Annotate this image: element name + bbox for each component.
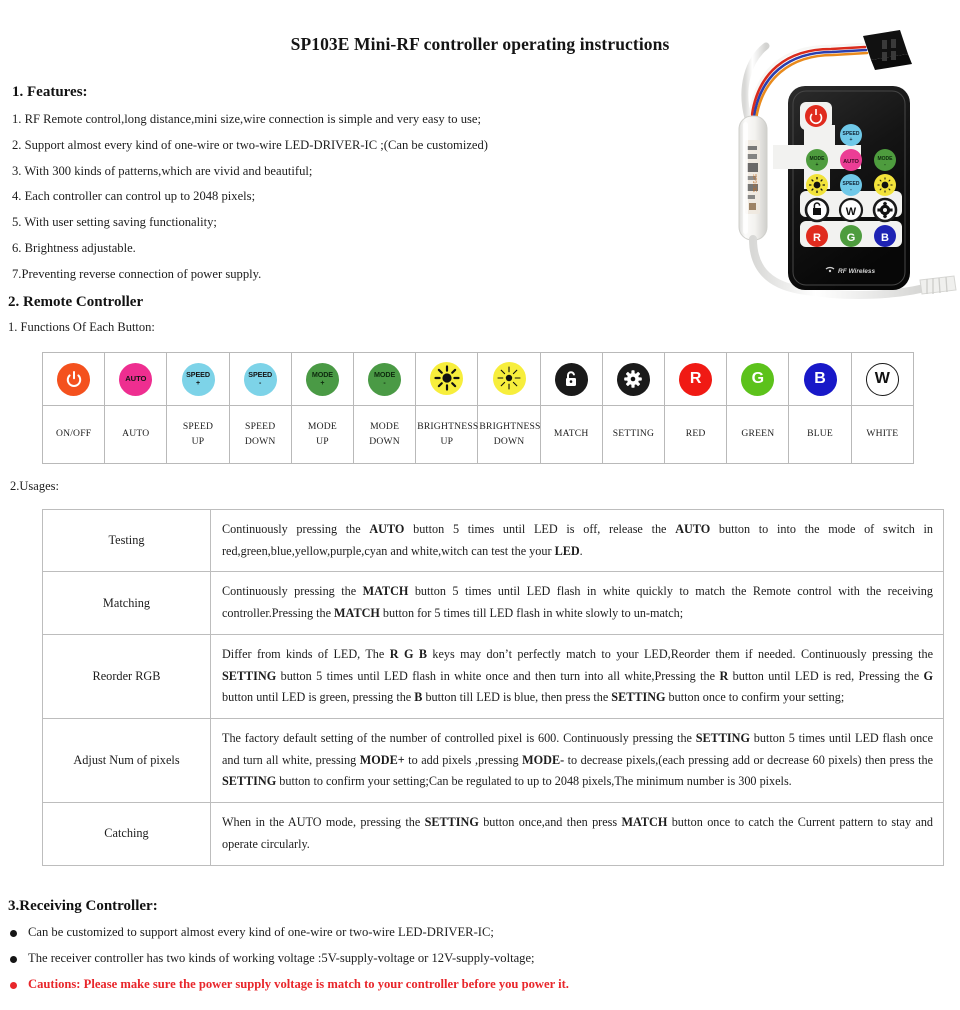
svg-text:W: W — [845, 206, 857, 218]
usage-row — [43, 719, 944, 803]
usage-text: Differ from kinds of LED, The — [222, 646, 390, 661]
usage-name-matching: Matching — [43, 572, 211, 634]
button-label-line1: SPEED — [245, 420, 276, 432]
icon-glyph-letter: B — [814, 370, 826, 387]
button-cell-onoff — [43, 353, 105, 406]
page-title: SP103E Mini-RF controller operating instructions — [290, 34, 670, 54]
button-label-line1: SETTING — [612, 428, 655, 440]
usage-description — [211, 719, 944, 803]
button-label-line1: MATCH — [553, 428, 589, 440]
usages-table — [42, 509, 944, 866]
button-label-speed — [229, 406, 291, 464]
feature-item-6: 6. Brightness adjustable. — [12, 241, 136, 256]
svg-text:SPEED: SPEED — [842, 181, 860, 187]
button-cell-brightness-up — [416, 353, 478, 406]
setting-gear-icon[interactable] — [617, 363, 650, 396]
usage-text: button until LED is green, pressing the — [222, 690, 415, 705]
feature-item-4: 4. Each controller can control up to 2048 pixels; — [12, 189, 256, 204]
usage-text: to decrease pixels,(each pressing add or decrease 60 pixels) then press the — [564, 752, 934, 767]
usage-description — [211, 634, 944, 718]
svg-text:B: B — [881, 232, 889, 244]
usage-text: button until LED is red, Pressing the — [728, 668, 924, 683]
speed-down-icon[interactable] — [244, 363, 277, 396]
button-label-line1: WHITE — [866, 428, 899, 440]
svg-text:-: - — [884, 162, 886, 168]
receiving-bullet-item — [8, 952, 708, 965]
icon-glyph-sign: - — [259, 379, 262, 387]
usage-text: Continuously pressing the — [222, 522, 370, 536]
usage-text: button to confirm your setting;Can be regulated to up to 2048 pixels,The minimum number is 300 pixels. — [276, 774, 792, 789]
button-label-line1: RED — [685, 428, 706, 440]
receiving-bullet-item — [8, 926, 708, 939]
icon-glyph-letter: G — [751, 370, 765, 387]
svg-text:SP103E: SP103E — [751, 174, 757, 193]
usage-name-catching: Catching — [43, 803, 211, 865]
usage-row — [43, 803, 944, 865]
usage-name-reorder-rgb: Reorder RGB — [43, 634, 211, 718]
button-label-brightness — [478, 406, 540, 464]
usage-text: button to into the mode of switch in red,green,blue,yellow,purple,cyan and white,witch can test the your — [222, 522, 933, 558]
product-photo-illustration — [722, 18, 960, 310]
red-icon[interactable] — [679, 363, 712, 396]
usage-keyword: MATCH — [362, 584, 409, 599]
svg-text:SPEED: SPEED — [842, 131, 860, 137]
icon-glyph-label: SPEED — [186, 370, 210, 380]
button-label-line1: AUTO — [122, 428, 150, 440]
button-cell-white — [851, 353, 913, 406]
feature-item-3: 3. With 300 kinds of patterns,which are vivid and beautiful; — [12, 163, 313, 178]
button-cell-green — [727, 353, 789, 406]
usage-text: button once,and then press — [478, 815, 622, 830]
feature-item-5: 5. With user setting saving functionality; — [12, 215, 217, 230]
button-label-line1: SPEED — [182, 420, 214, 432]
receiving-item-text: Can be customized to support almost every kind of one-wire or two-wire LED-DRIVER-IC; — [28, 925, 494, 939]
usage-text: button 5 times until LED is off, release the — [404, 522, 676, 536]
button-label-line2: UP — [316, 435, 329, 447]
green-icon[interactable] — [741, 363, 774, 396]
usage-keyword: MATCH — [334, 606, 380, 621]
usage-keyword: G — [923, 668, 933, 683]
usage-keyword: R G B — [389, 646, 427, 661]
usage-text: button once to catch the Current pattern to stay and operate circularly. — [222, 815, 934, 851]
auto-icon[interactable] — [119, 363, 152, 396]
icon-glyph-label: SPEED — [248, 370, 273, 380]
icon-glyph-sign: + — [320, 379, 325, 387]
features-heading: 1. Features: — [12, 84, 88, 100]
receiving-item-text: Cautions: Please make sure the power supply voltage is match to your controller before you power it. — [28, 977, 569, 992]
button-label-line1: ON/OFF — [55, 428, 92, 440]
feature-item-2: 2. Support almost every kind of one-wire or two-wire LED-DRIVER-IC ;(Can be customized) — [12, 137, 488, 152]
usage-text: button for 5 times till LED flash in white slowly to un-match; — [379, 606, 684, 621]
svg-text:MODE: MODE — [809, 156, 825, 162]
usage-keyword: AUTO — [675, 522, 711, 536]
usage-description — [211, 510, 944, 572]
functions-subheading: 1. Functions Of Each Button: — [8, 320, 155, 334]
icon-glyph-label: MODE — [374, 370, 396, 380]
feature-item-7: 7.Preventing reverse connection of power supply. — [12, 266, 262, 281]
button-label-row — [43, 406, 914, 464]
icon-glyph-letter: W — [874, 370, 890, 387]
usage-row — [43, 572, 944, 634]
button-label-auto — [105, 406, 167, 464]
button-label-onoff — [43, 406, 105, 464]
button-icon-row — [43, 353, 914, 406]
usage-row — [43, 634, 944, 718]
button-label-speed — [167, 406, 229, 464]
button-cell-speed-up — [167, 353, 229, 406]
button-cell-match — [540, 353, 602, 406]
dc-jack-icon — [920, 276, 956, 294]
usage-text: . — [579, 543, 583, 558]
mode-up-icon[interactable] — [306, 363, 339, 396]
button-cell-red — [665, 353, 727, 406]
icon-glyph-sign: - — [383, 379, 386, 387]
button-cell-setting — [602, 353, 664, 406]
usage-keyword: SETTING — [222, 774, 277, 789]
usage-keyword: MODE+ — [359, 752, 405, 767]
receiving-controller-heading: 3.Receiving Controller: — [8, 898, 158, 914]
receiving-caution-item — [8, 978, 708, 991]
brightness-up-icon[interactable] — [430, 362, 463, 395]
usage-keyword: AUTO — [369, 522, 405, 536]
button-functions-table — [42, 352, 914, 464]
button-label-line1: MODE — [370, 420, 400, 432]
usage-text: button 5 times until LED flash in white quickly to match the Remote control with the receiving controller.Pressing the — [222, 584, 933, 621]
svg-text:MODE: MODE — [877, 156, 893, 162]
mode-down-icon[interactable] — [368, 363, 401, 396]
receiving-item-text: The receiver controller has two kinds of working voltage :5V-supply-voltage or 12V-supply-voltage; — [28, 951, 535, 966]
blue-icon[interactable] — [804, 363, 837, 396]
usage-text: Continuously pressing the — [222, 584, 363, 599]
button-cell-brightness-down — [478, 353, 540, 406]
button-label-line2: UP — [440, 435, 454, 447]
receiving-controller-section — [8, 898, 708, 1005]
remote-controller-section — [8, 294, 508, 335]
button-label-blue — [789, 406, 851, 464]
speed-up-icon[interactable] — [182, 363, 215, 396]
usage-text: When in the AUTO mode, pressing the — [222, 815, 425, 830]
usage-keyword: SETTING — [695, 731, 750, 746]
usage-text: button till LED is blue, then press the — [422, 690, 612, 705]
button-label-brightness — [416, 406, 478, 464]
button-label-line1: GREEN — [741, 428, 775, 440]
button-label-setting — [602, 406, 664, 464]
button-cell-speed-down — [229, 353, 291, 406]
bullet-dot-icon — [10, 930, 17, 937]
icon-glyph-label: AUTO — [125, 374, 147, 384]
button-label-line2: DOWN — [244, 435, 276, 447]
icon-glyph-letter: R — [689, 370, 702, 387]
usage-keyword: R — [719, 668, 729, 683]
button-label-line2: UP — [191, 435, 205, 447]
match-lock-icon[interactable] — [555, 363, 588, 396]
usages-heading: 2.Usages: — [10, 479, 59, 493]
usage-text: button 5 times until LED flash once and turn all white, pressing — [222, 731, 933, 767]
svg-text:RF Wireless: RF Wireless — [838, 268, 876, 275]
button-label-mode — [291, 406, 353, 464]
feature-item-1: 1. RF Remote control,long distance,mini size,wire connection is simple and very easy to use; — [12, 112, 482, 126]
usage-description — [211, 803, 944, 865]
product-photo — [722, 18, 960, 310]
button-label-line1: BRIGHTNESS — [479, 420, 541, 432]
icon-glyph-label: MODE — [311, 370, 333, 380]
remote-controller-heading: 2. Remote Controller — [8, 294, 144, 310]
usage-keyword: SETTING — [424, 815, 479, 830]
button-cell-blue — [789, 353, 851, 406]
usage-keyword: B — [414, 690, 423, 705]
usage-keyword: MATCH — [621, 815, 668, 830]
white-icon[interactable] — [866, 363, 899, 396]
features-section — [12, 84, 712, 294]
button-label-line1: MODE — [307, 420, 337, 432]
controller-module — [739, 116, 767, 240]
svg-text:+: + — [815, 162, 819, 168]
usage-row — [43, 510, 944, 572]
button-label-line1: BLUE — [807, 428, 833, 440]
bullet-dot-icon — [10, 982, 17, 989]
button-cell-auto — [105, 353, 167, 406]
jst-connector-icon — [863, 30, 912, 70]
button-label-line1: BRIGHTNESS — [417, 420, 479, 432]
bullet-dot-icon — [10, 956, 17, 963]
button-label-line2: DOWN — [369, 435, 400, 447]
svg-text:G: G — [846, 232, 856, 244]
usage-description — [211, 572, 944, 634]
usage-text: button once to confirm your setting; — [665, 690, 845, 705]
svg-text:R: R — [813, 232, 821, 244]
usage-text: button 5 times until LED flash in white once and then turn into all white,Pressing the — [276, 668, 720, 683]
icon-glyph-sign: + — [195, 379, 201, 387]
usage-name-testing: Testing — [43, 510, 211, 572]
usage-keyword: SETTING — [222, 668, 277, 683]
usage-keyword: SETTING — [611, 690, 666, 705]
button-label-red — [665, 406, 727, 464]
usage-keyword: MODE- — [522, 752, 565, 767]
button-label-green — [727, 406, 789, 464]
button-label-line2: DOWN — [493, 435, 525, 447]
usage-name-adjust-num-of-pixels: Adjust Num of pixels — [43, 719, 211, 803]
usage-text: keys may don’t perfectly match to your LED,Reorder them if needed. Continuously pressing the — [426, 646, 933, 661]
button-label-match — [540, 406, 602, 464]
svg-text:AUTO: AUTO — [843, 159, 859, 165]
usage-text: to add pixels ,pressing — [404, 752, 523, 767]
svg-text:+: + — [849, 137, 853, 143]
power-icon[interactable] — [57, 363, 90, 396]
button-label-white — [851, 406, 913, 464]
svg-text:-: - — [850, 187, 852, 193]
button-label-mode — [354, 406, 416, 464]
button-cell-mode-down — [354, 353, 416, 406]
usage-text: The factory default setting of the number of controlled pixel is 600. Continuously pressing the — [222, 731, 696, 746]
usage-keyword: LED — [554, 543, 580, 558]
brightness-down-icon[interactable] — [493, 362, 526, 395]
button-cell-mode-up — [291, 353, 353, 406]
